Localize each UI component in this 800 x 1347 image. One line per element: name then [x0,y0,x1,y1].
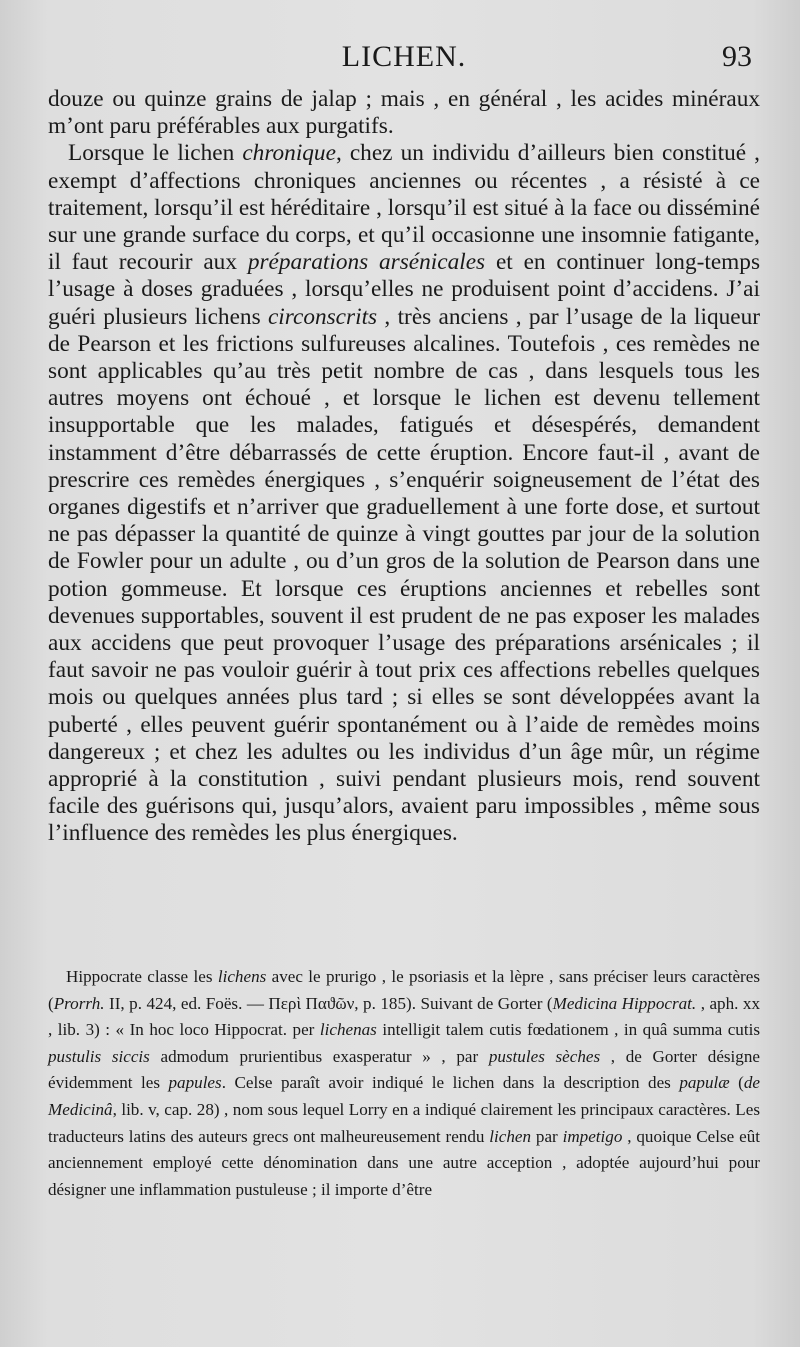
fn-text-7: , de Gorter désigne évidemment les [48,1046,760,1093]
fn-italic-10: lichen [489,1126,532,1146]
running-title: LICHEN. [341,40,467,73]
fn-text-10: , lib. v, cap. 28) , nom sous lequel Lorry en a indiqué clairement les principaux caractères. Les traducteurs latins des auteurs grecs ont malheureusement rendu [48,1099,760,1146]
page-header [48,38,760,86]
fn-italic-5: pustulis siccis [48,1046,150,1066]
p2-text-c: et en continuer long-temps l’usage à doses graduées , lorsqu’elles ne produisent point d’accidens. J’ai guéri plusieurs lichens [48,249,761,330]
fn-text-5: intelligit talem cutis fœdationem , in quâ summa cutis [376,1020,760,1040]
fn-text-4: , aph. xx , lib. 3) : « In hoc loco Hippocrat. per [48,993,760,1040]
paragraph-2 [48,140,760,847]
fn-text-2: avec le prurigo , le psoriasis et la lèpre , sans préciser leurs caractères ( [48,967,760,1013]
fn-text-3: II, p. 424, ed. Foës. — Περὶ Παϑῶν, p. 185). Suivant de Gorter ( [104,993,553,1013]
fn-text-9: ( [729,1073,744,1093]
fn-italic-11: impetigo [562,1126,623,1146]
footnote-paragraph [48,964,760,1203]
paragraph-1: douze ou quinze grains de jalap ; mais , en général , les acides minéraux m’ont paru préférables aux purgatifs. [48,86,760,140]
fn-italic-6: pustules sèches [488,1046,601,1066]
p2-text-d: , très anciens , par l’usage de la liqueur de Pearson et les frictions sulfureuses alcalines. Toutefois , ces remèdes ne sont applicables qu’au très petit nombre de cas , dans lesquels tous les autres moyens ont échoué , et lorsque le lichen est devenu tellement insupportable que les malades, fatigués et désespérés, demandent instamment d’être débarrassés de cette éruption. Encore faut-il , avant de prescrire ces remèdes énergiques , s’enquérir soigneusement de l’état des organes digestifs et n’arriver que graduellement à une forte dose, et surtout ne pas dépasser la quantité de quinze à vingt gouttes par jour de la solution de Fowler pour un adulte , ou d’un gros de la solution de Pearson dans une potion gommeuse. Et lorsque ces éruptions anciennes et rebelles sont devenues supportables, souvent il est prudent de ne pas exposer les malades aux accidens que peut provoquer l’usage des préparations arsénicales ; il faut savoir ne pas vouloir guérir à tout prix ces affections rebelles quelques mois ou quelques années plus tard ; si elles se sont développées avant la puberté , elles peuvent guérir spontanément ou à l’aide de remèdes moins dangereux ; et chez les adultes ou les individus d’un âge mûr, un régime approprié à la constitution , suivi pendant plusieurs mois, rend souvent facile des guérisons qui, jusqu’alors, avaient paru impossibles , même sous l’influence des remèdes les plus énergiques. [48,303,761,847]
fn-text-6: admodum prurientibus exasperatur » , par [149,1046,489,1066]
fn-italic-4: lichenas [319,1020,377,1040]
page-number: 93 [722,40,752,73]
fn-italic-1: lichens [217,967,267,986]
main-text [48,86,760,848]
fn-italic-2: Prorrh. [53,993,105,1013]
p2-text-a: Lorsque le lichen [68,140,243,167]
p2-text-b: , chez un individu d’ailleurs bien constitué , exempt d’affections chroniques anciennes ou récentes , a résisté à ce traitement, lorsqu’il est héréditaire , lorsqu’il est situé à la face ou disséminé sur une grande surface du corps, et qu’il occasionne une insomnie fatigante, il faut recourir aux [48,140,760,276]
fn-text-11: par [531,1126,563,1146]
fn-text-8: . Celse paraît avoir indiqué le lichen dans la description des [221,1073,680,1093]
fn-text-1: Hippocrate classe les [66,967,218,986]
fn-italic-7: papules [168,1073,222,1093]
p2-italic-circonscrits: circonscrits [267,303,378,330]
fn-text-12: , quoique Celse eût anciennement employé cette dénomination dans une autre acception , adoptée aujourd’hui pour désigner une inflammation pustuleuse ; il importe d’être [48,1126,760,1199]
fn-italic-3: Medicina Hippocrat. [552,993,697,1013]
fn-italic-8: papulæ [679,1073,730,1093]
p2-italic-preparations: préparations arsénicales [247,249,486,276]
fn-italic-9: de Medicinâ [48,1073,761,1119]
footnote [48,964,760,1203]
p2-italic-chronique: chronique [242,140,336,167]
